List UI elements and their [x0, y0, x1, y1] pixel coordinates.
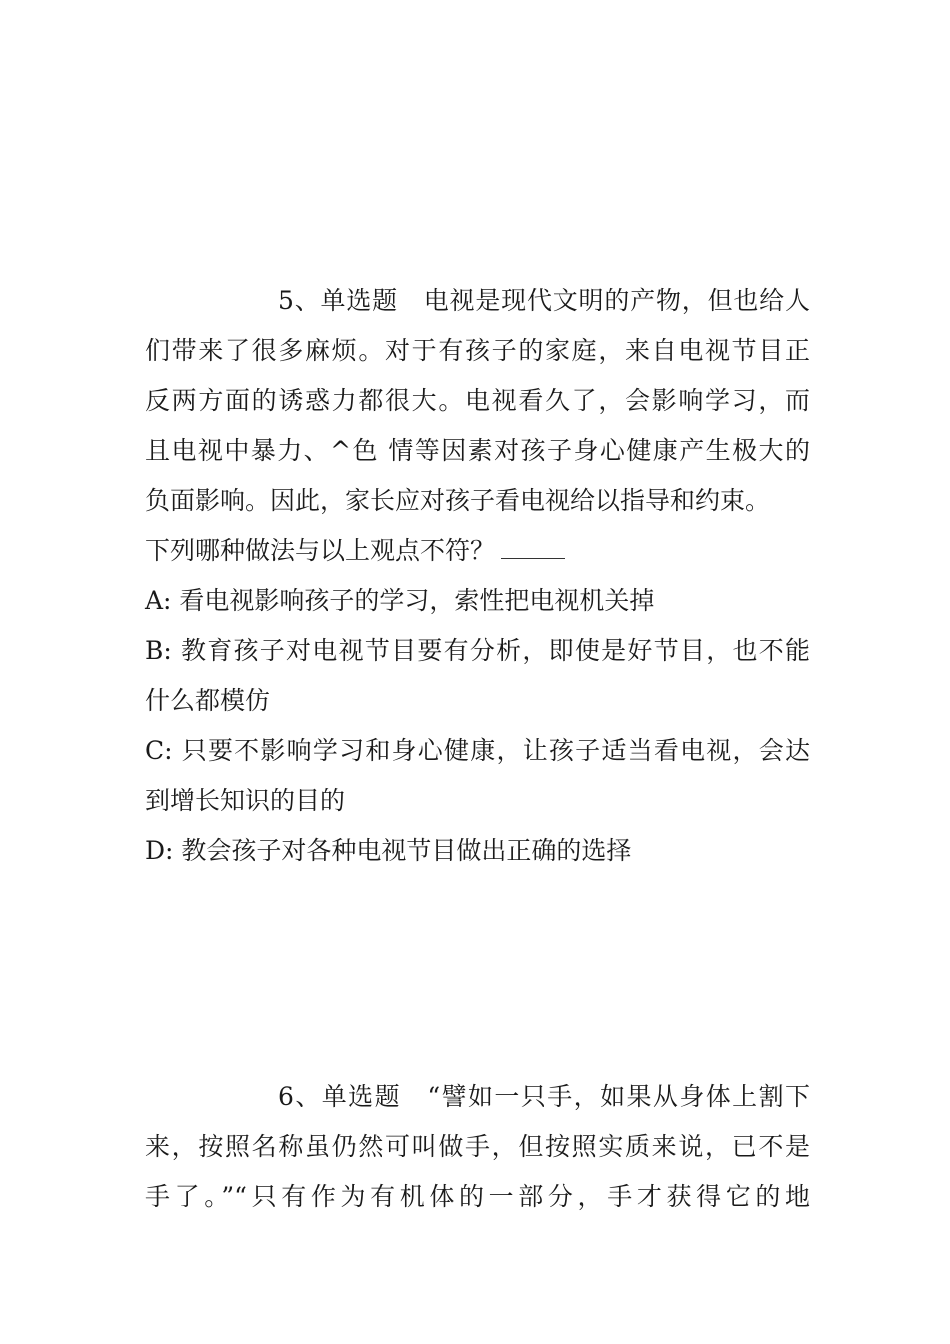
- question-5-prompt: [145, 534, 810, 568]
- option-a: A: 看电视影响孩子的学习，索性把电视机关掉: [145, 586, 655, 615]
- question-6-line-2: 来，按照名称虽仍然可叫做手，但按照实质来说，已不是: [145, 1132, 810, 1161]
- option-b-line-2: 什么都模仿: [145, 686, 271, 715]
- option-d: D: 教会孩子对各种电视节目做出正确的选择: [145, 836, 632, 865]
- answer-blank: [501, 536, 565, 559]
- question-5-prompt-text: 下列哪种做法与以上观点不符？: [145, 536, 496, 565]
- question-6-line-1: 6、单选题 “譬如一只手，如果从身体上割下: [278, 1082, 810, 1111]
- question-5-line-4: 且电视中暴力、^色 情等因素对孩子身心健康产生极大的: [145, 436, 810, 465]
- option-c-line-2: 到增长知识的目的: [145, 786, 346, 815]
- question-5-line-1: 5、单选题 电视是现代文明的产物，但也给人: [278, 286, 810, 315]
- question-5-line-5: 负面影响。因此，家长应对孩子看电视给以指导和约束。: [145, 486, 771, 515]
- question-5-line-2: 们带来了很多麻烦。对于有孩子的家庭，来自电视节目正: [145, 336, 810, 365]
- question-6-line-3: 手了。”“只有作为有机体的一部分，手才获得它的地: [145, 1182, 810, 1211]
- option-c-line-1: C: 只要不影响学习和身心健康，让孩子适当看电视，会达: [145, 736, 810, 765]
- option-b-line-1: B: 教育孩子对电视节目要有分析，即使是好节目，也不能: [145, 636, 810, 665]
- question-5-line-3: 反两方面的诱惑力都很大。电视看久了，会影响学习，而: [145, 386, 810, 415]
